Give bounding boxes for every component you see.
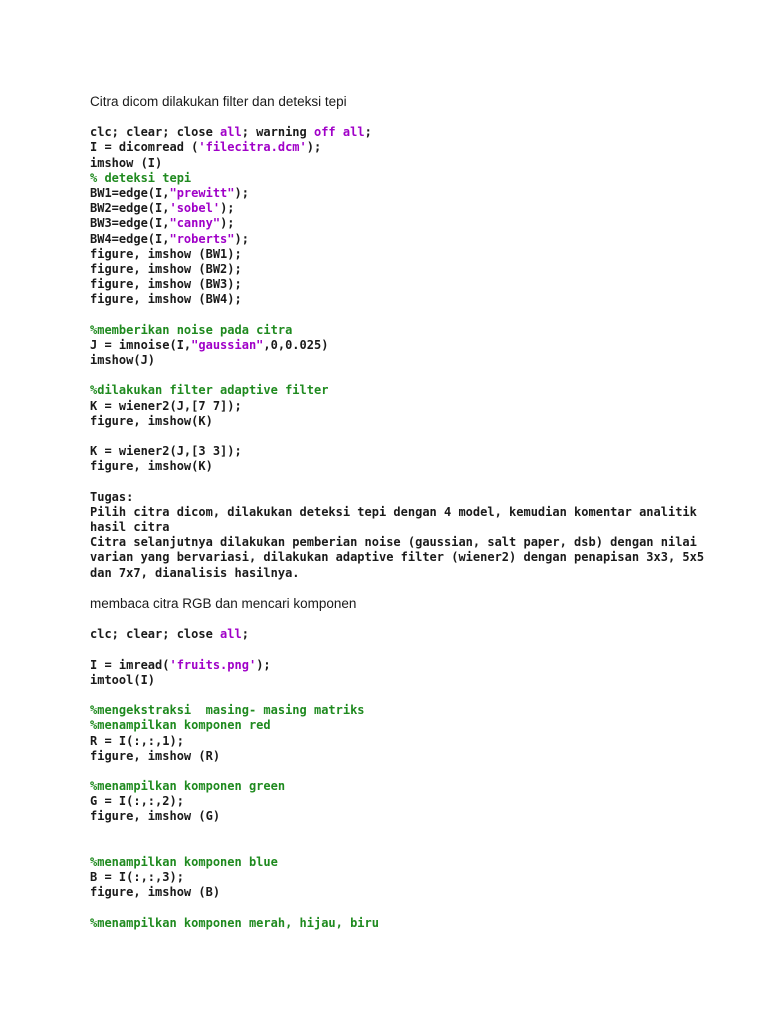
code-text: ; (241, 627, 249, 642)
code-line (90, 399, 730, 414)
code-text: ; (364, 125, 372, 140)
code-line (90, 201, 730, 216)
code-text: Tugas: (90, 489, 134, 504)
code-line (90, 444, 730, 459)
blank-line (90, 475, 730, 490)
code-text: R = I(:,:,1); (90, 733, 184, 748)
code-line (90, 870, 730, 885)
code-line (90, 885, 730, 900)
code-line (90, 794, 730, 809)
code-line (90, 505, 730, 520)
code-line (90, 734, 730, 749)
blank-line (90, 429, 730, 444)
code-line (90, 171, 730, 186)
blank-line (90, 840, 730, 855)
code-comment: %mengekstraksi masing- masing matriks (90, 703, 365, 718)
code-block (90, 110, 730, 596)
code-text: imshow(J) (90, 353, 156, 367)
code-text: imshow (I) (90, 155, 163, 170)
code-comment: %menampilkan komponen merah, hijau, biru (90, 915, 379, 930)
code-text: K = wiener2(J,[3 3]); (90, 444, 242, 459)
code-keyword: all (220, 125, 242, 140)
code-text: Citra selanjutnya dilakukan pemberian noise (gaussian, salt paper, dsb) dengan nilai (90, 535, 697, 550)
code-comment: %menampilkan komponen green (90, 779, 286, 794)
code-line (90, 809, 730, 824)
code-comment: % deteksi tepi (90, 170, 192, 185)
code-line (90, 520, 730, 535)
code-comment: %memberikan noise pada citra (90, 322, 293, 337)
code-line (90, 550, 730, 565)
code-keyword: all (220, 627, 242, 642)
code-text: ); (234, 185, 249, 200)
code-text: G = I(:,:,2); (90, 794, 184, 809)
code-string: "prewitt" (169, 185, 235, 200)
code-text: I = imread( (90, 657, 170, 672)
code-line (90, 627, 730, 642)
code-line (90, 490, 730, 505)
code-line (90, 383, 730, 398)
code-line (90, 566, 730, 581)
code-line (90, 459, 730, 474)
code-line (90, 658, 730, 673)
code-text: figure, imshow(K) (90, 459, 213, 474)
code-comment: %menampilkan komponen blue (90, 855, 278, 869)
code-text: varian yang bervariasi, dilakukan adaptive filter (wiener2) dengan penapisan 3x3, 5x5 (90, 550, 705, 565)
code-string: "canny" (169, 216, 221, 231)
blank-line (90, 688, 730, 703)
code-line (90, 916, 730, 931)
code-text: ); (234, 231, 249, 246)
code-line (90, 186, 730, 201)
code-text: ; warning (241, 125, 314, 140)
code-text: K = wiener2(J,[7 7]); (90, 398, 242, 413)
code-line (90, 323, 730, 338)
code-text: figure, imshow (BW1); (90, 246, 242, 261)
code-string: 'filecitra.dcm' (198, 140, 307, 155)
code-line (90, 292, 730, 307)
code-text: clc; clear; close (90, 627, 221, 642)
code-text: J = imnoise(I, (90, 337, 192, 352)
code-text: ); (220, 201, 235, 216)
blank-line (90, 825, 730, 840)
blank-line (90, 110, 730, 125)
blank-line (90, 581, 730, 596)
section-heading: Citra dicom dilakukan filter dan deteksi tepi (90, 94, 347, 109)
code-text: figure, imshow (BW2); (90, 261, 242, 276)
code-text: BW1=edge(I, (90, 185, 170, 200)
code-text: clc; clear; close (90, 125, 221, 140)
code-text: BW3=edge(I, (90, 216, 170, 231)
code-text: B = I(:,:,3); (90, 870, 184, 885)
code-text: hasil citra (90, 520, 170, 535)
code-text: figure, imshow (B) (90, 885, 221, 900)
section-heading: membaca citra RGB dan mencari komponen (90, 596, 357, 611)
code-text: I = dicomread ( (90, 140, 199, 155)
code-text: figure, imshow (R) (90, 748, 221, 763)
code-string: "gaussian" (191, 337, 264, 352)
code-line (90, 718, 730, 733)
code-string: "roberts" (169, 231, 235, 246)
code-text: figure, imshow (BW4); (90, 292, 242, 307)
code-line (90, 855, 730, 870)
code-string: 'sobel' (169, 201, 221, 216)
code-text: Pilih citra dicom, dilakukan deteksi tepi dengan 4 model, kemudian komentar analitik (90, 504, 697, 519)
code-line (90, 262, 730, 277)
code-line (90, 779, 730, 794)
blank-line (90, 642, 730, 657)
blank-line (90, 612, 730, 627)
code-line (90, 247, 730, 262)
code-text: ,0,0.025) (263, 337, 329, 352)
code-text: ); (220, 216, 235, 231)
code-text: dan 7x7, dianalisis hasilnya. (90, 565, 300, 580)
code-text: figure, imshow (G) (90, 809, 221, 824)
blank-line (90, 764, 730, 779)
blank-line (90, 307, 730, 322)
code-line (90, 535, 730, 550)
code-line (90, 673, 730, 688)
code-comment: %dilakukan filter adaptive filter (90, 383, 329, 398)
code-line (90, 156, 730, 171)
code-line (90, 414, 730, 429)
code-line (90, 232, 730, 247)
document-page (90, 94, 730, 931)
blank-line (90, 368, 730, 383)
code-line (90, 353, 730, 368)
code-line (90, 703, 730, 718)
code-line (90, 749, 730, 764)
code-text: BW2=edge(I, (90, 201, 170, 216)
code-block (90, 612, 730, 931)
code-text: BW4=edge(I, (90, 231, 170, 246)
code-line (90, 216, 730, 231)
code-text: figure, imshow (BW3); (90, 277, 242, 292)
code-line (90, 277, 730, 292)
code-line (90, 140, 730, 155)
code-keyword: off all (313, 125, 365, 140)
code-line (90, 338, 730, 353)
code-text: imtool(I) (90, 672, 156, 687)
code-line (90, 125, 730, 140)
code-text: ); (306, 140, 322, 155)
blank-line (90, 901, 730, 916)
code-text: figure, imshow(K) (90, 413, 213, 428)
code-text: ); (256, 657, 271, 672)
code-string: 'fruits.png' (169, 657, 257, 672)
code-comment: %menampilkan komponen red (90, 718, 271, 733)
